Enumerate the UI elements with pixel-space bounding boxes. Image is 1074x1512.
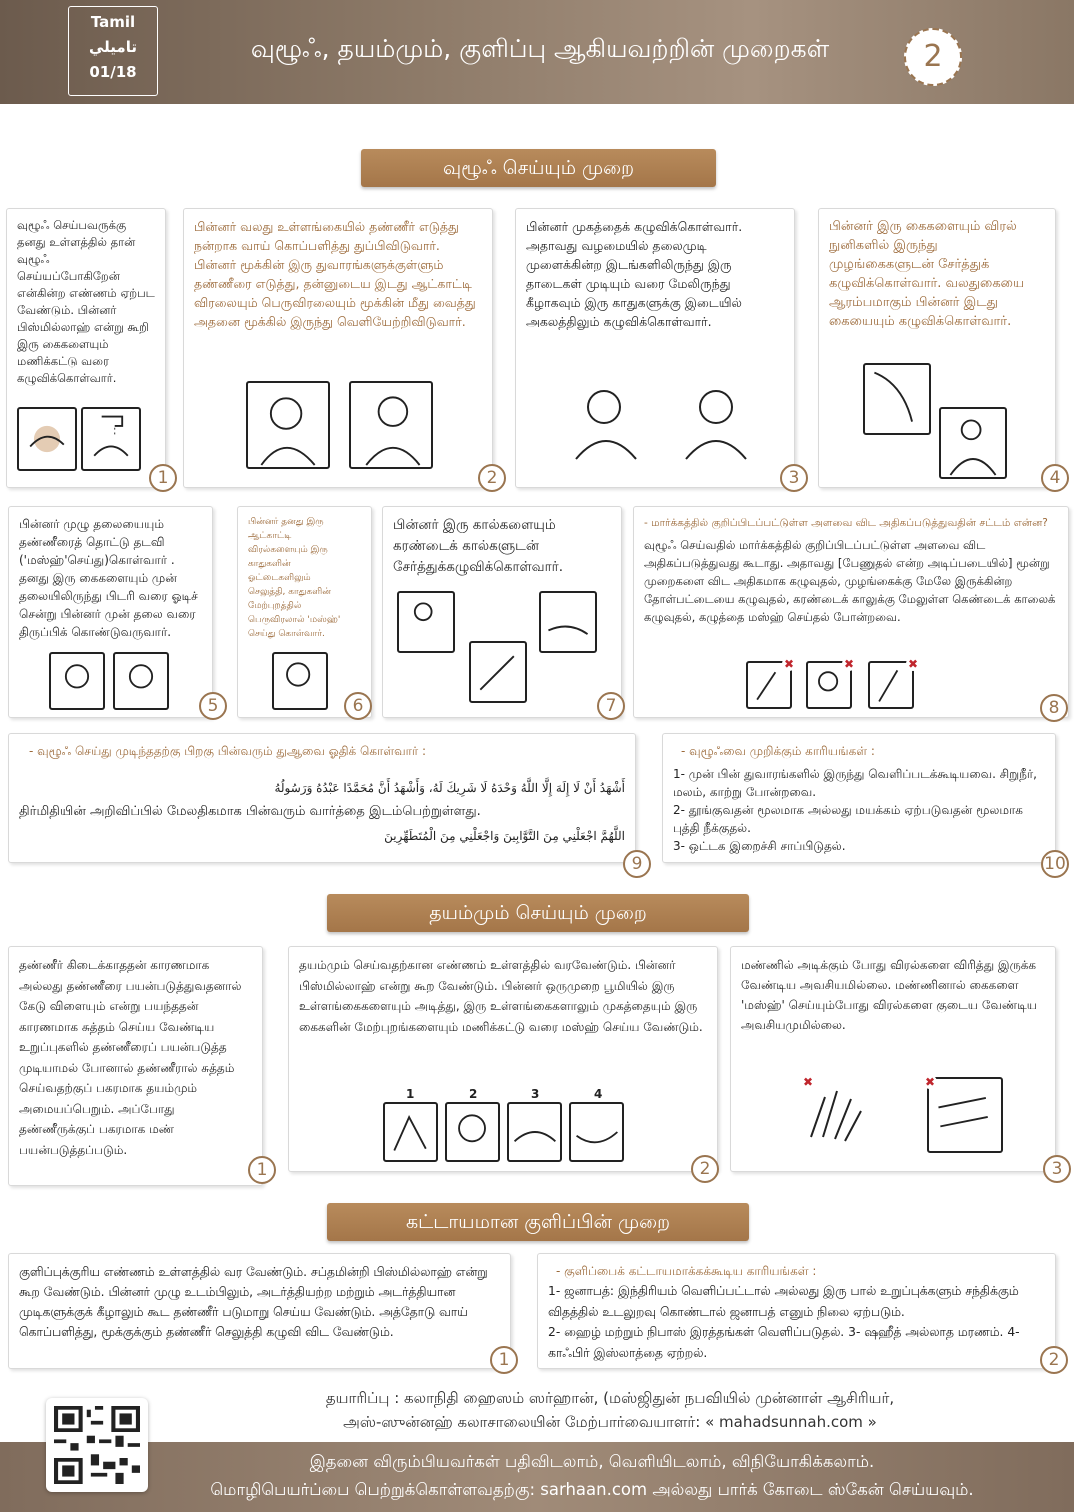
ghusl-step-2 xyxy=(537,1253,1060,1370)
head-wiping-icon-1 xyxy=(49,652,105,710)
ghusl-step-1-text: குளிப்புக்குரிய எண்ணம் உள்ளத்தில் வர வேண்டும். சப்தமின்றி பிஸ்மில்லாஹ் என்று கூற வேண்டும். பின்னர் முழு உடம்பிலும், அடர்த்தியற்ற மற்றும் அடர்த்தியான முடிகளுக்குக் கீழாலும் கூட தண்ணீர் படுமாறு செய்ய வேண்டும். அத்தோடு வாய் கொப்பளித்து, மூக்குக்கும் தண்ணீர் செலுத்தி கழுவி விட வேண்டும். xyxy=(19,1265,488,1339)
foot-washing-icon-3 xyxy=(539,591,597,653)
wudu-step-number-10: 10 xyxy=(1041,850,1069,878)
dua-arabic-1: أَشْهَدُ أَنْ لَا إِلَهَ إِلَّا اللَّهُ وَحْدَهُ لَا شَرِيكَ لَهُ، وَأَشْهَدُ أَنَّ مُحَمَّدًا عَبْدُهُ وَرَسُولُهُ xyxy=(274,781,625,795)
nose-rinsing-icon xyxy=(349,381,433,469)
wudu-step-number-7: 7 xyxy=(597,692,625,720)
wudu-step-1-text: வுழூஃ செய்பவருக்கு தனது உள்ளத்தில் தான் வுழூஃ செய்யப்போகிறேன் என்கின்ற எண்ணம் ஏற்பட வேண்டும். பின்னர் பிஸ்மில்லாஹ் என்று கூறி இரு கைகளையும் மணிக்கட்டு வரை கழுவிக்கொள்வார். xyxy=(17,218,155,385)
wudu-step-10-item-3: 3- ஒட்டக இறைச்சி சாப்பிடுதல். xyxy=(673,839,846,853)
dua-arabic-2: اللَّهُمَّ اجْعَلْنِي مِنَ التَّوَّابِينَ وَاجْعَلْنِي مِنَ الْمُتَطَهِّرِينَ xyxy=(384,829,625,843)
lang-ar: تاميلي xyxy=(89,38,137,56)
arm-washing-icon-1 xyxy=(863,363,931,435)
tayammum-step-2-text: தயம்மும் செய்வதற்கான எண்ணம் உள்ளத்தில் வரவேண்டும். பின்னர் பிஸ்மில்லாஹ் என்று கூற வேண்டும். பின்னர் ஒருமுறை பூமியில் இரு உள்ளங்கைகளையும் அடித்து, இரு உள்ளங்கைகளாலும் முகத்தையும் இரு கைகளின் மேற்புறங்களையும் மணிக்கட்டு வரை மஸ்ஹ் செய்ய வேண்டும். xyxy=(299,958,703,1034)
cross-icon: ✖ xyxy=(907,657,919,671)
wudu-step-4 xyxy=(818,208,1061,488)
hand-wipe-icon-1 xyxy=(507,1102,562,1162)
ghusl-step-number-1: 1 xyxy=(490,1346,518,1374)
wudu-step-5-text: பின்னர் முழு தலையையும் தண்ணீரைத் தொட்டு தடவி ('மஸ்ஹ்'செய்து)கொள்வார் . தனது இரு கைகளையும் முன் தலையிலிருந்து பிடரி வரை ஓடிச் சென்று பின்னர் முன் தலை வரை திருப்பிக் கொண்டுவருவார். xyxy=(19,517,198,639)
credits-line-2: அஸ்-ஸுன்னஹ் கலாசாலையின் மேற்பார்வையாளர்: « mahadsunnah.com » xyxy=(343,1413,877,1431)
ghusl-step-2-title: - குளிப்பைக் கட்டாயமாக்கக்கூடிய காரியங்கள் : xyxy=(556,1264,817,1278)
tayammum-label-2: 2 xyxy=(469,1087,478,1101)
wudu-step-10-title: - வுழூஃவை முறிக்கும் காரியங்கள் : xyxy=(681,744,875,758)
hand-washing-icon xyxy=(17,407,77,471)
cross-icon: ✖ xyxy=(783,657,795,671)
wudu-step-9-title: - வுழூஃ செய்து முடிந்ததற்கு பிறகு பின்வரும் துஆவை ஓதிக் கொள்வார் : xyxy=(29,744,427,758)
wudu-step-number-6: 6 xyxy=(344,692,372,720)
section-tayammum-title: தயம்மும் செய்யும் முறை xyxy=(327,894,749,932)
hand-wipe-icon-2 xyxy=(569,1102,624,1162)
face-washing-icon-1 xyxy=(566,377,646,461)
wudu-step-9-mid: திர்மிதியின் அறிவிப்பில் மேலதிகமாக பின்வரும் வார்த்தை இடம்பெற்றுள்ளது. xyxy=(19,804,481,819)
tayammum-label-4: 4 xyxy=(594,1087,603,1101)
wudu-step-10-item-2: 2- தூங்குவதன் மூலமாக அல்லது மயக்கம் ஏற்படுவதன் மூலமாக புத்தி நீக்குதல். xyxy=(673,803,1023,835)
tayammum-label-3: 3 xyxy=(531,1087,540,1101)
mouth-rinsing-icon xyxy=(246,381,330,469)
ear-wiping-icon xyxy=(272,652,328,710)
footer-banner xyxy=(0,1442,1074,1512)
foot-washing-icon-1 xyxy=(397,591,455,653)
cross-icon: ✖ xyxy=(843,657,855,671)
wudu-step-number-5: 5 xyxy=(199,692,227,720)
cross-icon: ✖ xyxy=(924,1075,936,1089)
wudu-step-10 xyxy=(662,733,1066,874)
section-ghusl-title: கட்டாயமான குளிப்பின் முறை xyxy=(327,1203,749,1241)
wudu-step-8 xyxy=(633,506,1069,718)
wudu-step-8-text: வுழூஃ செய்வதில் மார்க்கத்தில் குறிப்பிடப்பட்டுள்ள அளவை விட அதிகப்படுத்துவது கூடாது. அதாவது [பேணுதல் என்ற அடிப்படையில்] மூன்று முறைகளை விட அதிகமாக கழுவுதல், முழங்கைக்கு மேலே இருக்கின்ற தோள்பட்டையை கழுவுதல், கரண்டைக் காலுக்கு மேலுள்ள கெண்டைக் காலைக் கழுவுதல், கழுத்தை மஸ்ஹ் செய்தல் போன்றவை. xyxy=(644,538,1056,624)
wudu-step-7-text: பின்னர் இரு கால்களையும் கரண்டைக் கால்களுடன் சேர்த்துக்கழுவிக்கொள்வார். xyxy=(393,517,563,575)
qr-code-icon[interactable] xyxy=(46,1398,148,1492)
wudu-step-3-text: பின்னர் முகத்தைக் கழுவிக்கொள்வார். அதாவது வழமையில் தலைமுடி முளைக்கின்ற இடங்களிலிருந்து இரு தாடைகள் முடியும் வரை மேலிருந்து கீழாகவும் இரு காதுகளுக்கு இடையில் அகலத்திலும் கழுவிக்கொள்வார். xyxy=(526,219,743,329)
wudu-step-6 xyxy=(237,506,372,718)
wudu-step-number-2: 2 xyxy=(478,464,506,492)
credits-line-1: தயாரிப்பு : கலாநிதி ஹைஸம் ஸர்ஹான், (மஸ்ஜிதுன் நபவியில் முன்னாள் ஆசிரியர், xyxy=(325,1389,895,1407)
palms-strike-icon xyxy=(383,1102,438,1162)
ghusl-step-1 xyxy=(8,1253,511,1369)
wudu-step-2 xyxy=(183,208,498,488)
face-washing-icon-2 xyxy=(676,377,756,461)
wudu-step-9 xyxy=(8,733,643,874)
tayammum-step-1-text: தண்ணீர் கிடைக்காததன் காரணமாக அல்லது தண்ணீரை பயன்படுத்துவதனால் கேடு விளையும் என்று பயந்ததன் காரணமாக சுத்தம் செய்ய வேண்டிய உறுப்புகளில் தண்ணீரைப் பயன்படுத்த முடியாமல் போனால் தண்ணீரால் சுத்தம் செய்வதற்குப் பகரமாக தயம்மும் அமையப்பெறும். அப்போது தண்ணீருக்குப் பகரமாக மண் பயன்படுத்தப்படும். xyxy=(19,958,242,1157)
tayammum-step-number-3: 3 xyxy=(1043,1155,1071,1183)
language-box xyxy=(68,6,158,96)
chapter-badge: 2 xyxy=(904,28,962,86)
wudu-step-6-text: பின்னர் தனது இரு ஆட்காட்டி விரல்களையும் இரு காதுகளின் ஓட்டைகளிலும் செலுத்தி, காதுகளின் மேற்புறத்தில் பெருவிரலால் 'மஸ்ஹ்' செய்து கொள்வார். xyxy=(248,517,341,639)
header-banner xyxy=(0,0,1074,104)
head-wiping-icon-2 xyxy=(113,652,169,710)
lang-en: Tamil xyxy=(90,13,136,31)
wudu-step-10-item-1: 1- முன் பின் துவாரங்களில் இருந்து வெளிப்படக்கூடியவை. சிறுநீர், மலம், காற்று போன்றவை. xyxy=(673,767,1037,799)
tayammum-step-number-2: 2 xyxy=(691,1155,719,1183)
wudu-step-7 xyxy=(382,506,622,718)
footer-line-1: இதனை விரும்பியவர்கள் பதிவிடலாம், வெளியிடலாம், விநியோகிக்கலாம். xyxy=(309,1452,875,1471)
wudu-step-number-4: 4 xyxy=(1041,464,1069,492)
wudu-step-number-9: 9 xyxy=(623,850,651,878)
wudu-step-5 xyxy=(8,506,219,718)
wudu-step-number-3: 3 xyxy=(780,464,808,492)
tap-washing-icon xyxy=(81,407,141,471)
tayammum-label-1: 1 xyxy=(406,1087,415,1101)
tayammum-step-2 xyxy=(288,946,718,1179)
tayammum-step-3-text: மண்ணில் அடிக்கும் போது விரல்களை விரித்து இருக்க வேண்டிய அவசியமில்லை. மண்ணினால் கைகளை 'மஸ்ஹ்' செய்யும்போது விரல்களை குடைய வேண்டிய அவசியமுமில்லை. xyxy=(741,958,1038,1032)
wudu-step-3 xyxy=(515,208,800,488)
page-title: வுழூஃ, தயம்மும், குளிப்பு ஆகியவற்றின் முறைகள் xyxy=(250,34,830,63)
wudu-step-4-text: பின்னர் இரு கைகளையும் விரல் நுனிகளில் இருந்து முழங்கைகளுடன் சேர்த்துக் கழுவிக்கொள்வார். வலதுகையை ஆரம்பமாகும் பின்னர் இடது கையையும் கழுவிக்கொள்வார். xyxy=(829,219,1025,329)
wudu-step-number-8: 8 xyxy=(1040,694,1068,722)
face-wipe-icon xyxy=(445,1102,500,1162)
ghusl-step-number-2: 2 xyxy=(1040,1346,1068,1374)
arm-washing-icon-2 xyxy=(939,407,1007,479)
page-counter: 01/18 xyxy=(89,63,137,81)
wudu-step-number-1: 1 xyxy=(149,464,177,492)
footer-line-2: மொழிபெயர்ப்பை பெற்றுக்கொள்ளவதற்கு: sarhaan.com அல்லது பார்க் கோடை ஸ்கேன் செய்யவும். xyxy=(210,1480,974,1499)
cross-icon: ✖ xyxy=(802,1075,814,1089)
tayammum-step-number-1: 1 xyxy=(248,1156,276,1184)
foot-washing-icon-2 xyxy=(469,641,527,703)
section-wudu-title: வுழூஃ செய்யும் முறை xyxy=(361,149,716,187)
tayammum-step-3 xyxy=(730,946,1063,1179)
wudu-step-8-title: - மார்க்கத்தில் குறிப்பிடப்பட்டுள்ள அளவை விட அதிகப்படுத்துவதின் சட்டம் என்ன? xyxy=(644,517,1048,529)
ghusl-step-2-item-2: 2- ஹைழ் மற்றும் நிபாஸ் இரத்தங்கள் வெளிப்படுதல். 3- ஷஹீத் அல்லாத மரணம். 4- காஃபிர் இஸ்லாத்தை ஏற்றல். xyxy=(548,1325,1020,1360)
wudu-step-2-text: பின்னர் வலது உள்ளங்கையில் தண்ணீர் எடுத்து நன்றாக வாய் கொப்பளித்து துப்பிவிடுவார். பின்னர் மூக்கின் இரு துவாரங்களுக்குள்ளும் தண்ணீரை எடுத்து, தன்னுடைய இடது ஆட்காட்டி விரலையும் பெருவிரலையும் மூக்கின் மீது வைத்து அதனை மூக்கில் இருந்து வெளியேற்றிவிடுவார். xyxy=(194,219,476,329)
wudu-step-1 xyxy=(6,208,169,488)
tayammum-step-1 xyxy=(8,946,268,1186)
credits xyxy=(160,1386,1060,1434)
interlaced-fingers-icon xyxy=(927,1077,1003,1153)
ghusl-step-2-item-1: 1- ஜனாபத்: இந்திரியம் வெளிப்பட்டால் அல்லது இரு பால் உறுப்புக்களும் சந்திக்கும் விதத்தில் உடலுறவு கொண்டால் ஜனாபத் எனும் நிலை ஏற்படும். xyxy=(548,1284,1019,1319)
